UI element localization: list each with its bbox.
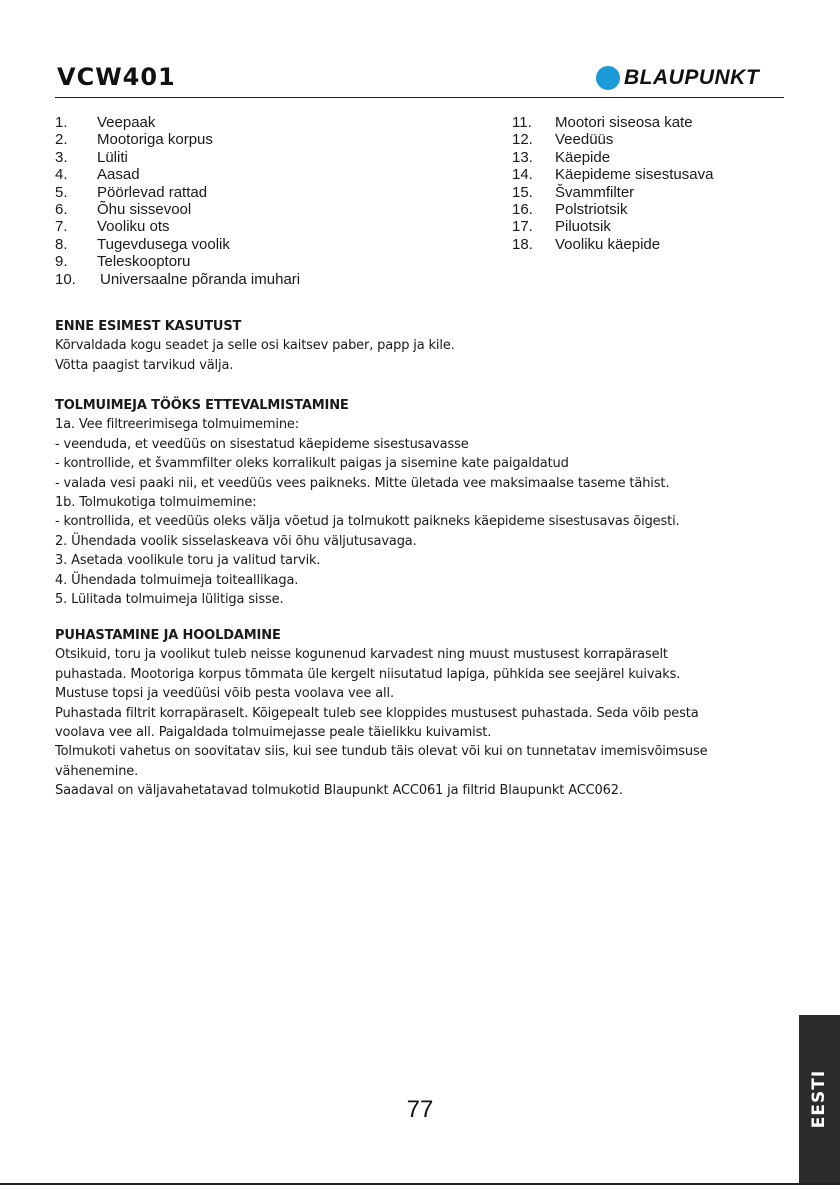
part-number: 14. xyxy=(512,166,533,184)
part-number: 7. xyxy=(55,218,68,236)
paragraph-line: 3. Asetada voolikule toru ja valitud tarvik. xyxy=(55,553,321,569)
part-label: Käepide xyxy=(555,148,611,166)
part-item xyxy=(512,114,713,131)
paragraph-line: - valada vesi paaki nii, et veedüüs vees paikneks. Mitte ületada vee maksimaalse taseme tähist. xyxy=(55,475,670,491)
paragraph-line: - kontrollide, et švammfilter oleks korralikult paigas ja sisemine kate paigaldatud xyxy=(55,456,569,472)
part-label: Käepideme sisestusava xyxy=(555,166,714,184)
part-number: 4. xyxy=(55,166,68,184)
paragraph-line: 5. Lülitada tolmuimeja lülitiga sisse. xyxy=(55,592,284,608)
part-label: Veedüüs xyxy=(555,131,614,149)
page-number: 77 xyxy=(406,1096,434,1123)
part-number: 11. xyxy=(512,114,532,131)
paragraph-line: 1b. Tolmukotiga tolmuimemine: xyxy=(55,495,257,511)
part-label: Universaalne põranda imuhari xyxy=(100,270,301,288)
part-number: 3. xyxy=(55,148,68,166)
model-name: VCW401 xyxy=(57,63,176,91)
section-preparation xyxy=(55,396,790,609)
brand-logo xyxy=(596,66,759,90)
part-label: Vooliku käepide xyxy=(555,235,661,253)
part-item xyxy=(512,184,713,201)
paragraph-line: vähenemine. xyxy=(55,763,139,779)
paragraph-line: Otsikuid, toru ja voolikut tuleb neisse kogunenud karvadest ning muust mustusest korrapäraselt xyxy=(55,647,668,663)
paragraph-line: Mustuse topsi ja veedüüsi võib pesta voolava vee all. xyxy=(55,686,394,702)
part-item xyxy=(55,271,300,288)
bottom-divider xyxy=(0,1183,840,1185)
part-label: Mootori siseosa kate xyxy=(555,114,693,131)
part-item xyxy=(55,149,300,166)
paragraph-line: puhastada. Mootoriga korpus tõmmata üle kergelt niisutatud lapiga, pühkida see seejärel kuivaks. xyxy=(55,666,681,682)
part-number: 13. xyxy=(512,148,533,166)
part-item xyxy=(55,131,300,148)
brand-dot-icon xyxy=(596,66,620,90)
paragraph-line: - veenduda, et veedüüs on sisestatud käepideme sisestusavasse xyxy=(55,436,469,452)
language-label: EESTI xyxy=(809,1069,830,1129)
part-item xyxy=(512,149,713,166)
part-label: Teleskooptoru xyxy=(97,253,191,271)
paragraph-line: Tolmukoti vahetus on soovitatav siis, kui see tundub täis olevat või kui on tunnetatav imemisvõimsuse xyxy=(55,744,708,760)
part-item xyxy=(512,218,713,235)
part-item xyxy=(55,114,300,131)
part-item xyxy=(55,236,300,253)
part-item xyxy=(512,201,713,218)
paragraph-line: 1a. Vee filtreerimisega tolmuimemine: xyxy=(55,417,300,433)
header-divider xyxy=(55,97,784,98)
part-number: 17. xyxy=(512,218,533,236)
section-heading: PUHASTAMINE JA HOOLDAMINE xyxy=(55,628,281,643)
part-item xyxy=(512,166,713,183)
part-number: 15. xyxy=(512,183,533,201)
part-number: 2. xyxy=(55,131,68,149)
part-label: Õhu sissevool xyxy=(97,201,192,219)
paragraph-line: Saadaval on väljavahetatavad tolmukotid Blaupunkt ACC061 ja filtrid Blaupunkt ACC062. xyxy=(55,783,623,799)
paragraph-line: Võtta paagist tarvikud välja. xyxy=(55,357,234,373)
part-item xyxy=(55,166,300,183)
paragraph-line: 4. Ühendada tolmuimeja toiteallikaga. xyxy=(55,572,299,588)
parts-list-left xyxy=(55,114,300,288)
part-label: Lüliti xyxy=(97,148,128,166)
part-label: Vooliku ots xyxy=(97,218,170,236)
part-number: 5. xyxy=(55,183,68,201)
part-label: Švammfilter xyxy=(555,183,635,201)
part-item xyxy=(55,253,300,270)
part-number: 18. xyxy=(512,235,533,253)
part-number: 1. xyxy=(55,114,68,131)
part-label: Tugevdusega voolik xyxy=(97,235,230,253)
part-label: Aasad xyxy=(97,166,140,184)
section-heading: TOLMUIMEJA TÖÖKS ETTEVALMISTAMINE xyxy=(55,398,349,413)
brand-name: BLAUPUNKT xyxy=(624,66,760,89)
part-label: Veepaak xyxy=(97,114,156,131)
part-item xyxy=(512,236,713,253)
parts-list-right xyxy=(512,114,713,253)
part-label: Pöörlevad rattad xyxy=(97,183,208,201)
paragraph-line: - kontrollida, et veedüüs oleks välja võetud ja tolmukott paikneks käepideme sisestusavas õigesti. xyxy=(55,514,680,530)
part-item xyxy=(55,184,300,201)
part-number: 8. xyxy=(55,235,68,253)
part-item xyxy=(512,131,713,148)
part-number: 16. xyxy=(512,201,533,219)
section-heading: ENNE ESIMEST KASUTUST xyxy=(55,319,242,334)
part-label: Mootoriga korpus xyxy=(97,131,213,149)
part-label: Piluotsik xyxy=(555,218,611,236)
part-label: Polstriotsik xyxy=(555,201,628,219)
paragraph-line: Kõrvaldada kogu seadet ja selle osi kaitsev paber, papp ja kile. xyxy=(55,338,455,354)
part-number: 10. xyxy=(55,270,76,288)
section-cleaning xyxy=(55,626,790,801)
paragraph-line: Puhastada filtrit korrapäraselt. Kõigepealt tuleb see kloppides mustusest puhastada. Seda võib pesta xyxy=(55,705,699,721)
part-item xyxy=(55,218,300,235)
paragraph-line: voolava vee all. Paigaldada tolmuimejasse peale täielikku kuivamist. xyxy=(55,725,492,741)
part-number: 6. xyxy=(55,201,68,219)
section-before-first-use xyxy=(55,317,790,375)
part-item xyxy=(55,201,300,218)
part-number: 9. xyxy=(55,253,68,271)
part-number: 12. xyxy=(512,131,533,149)
language-tab xyxy=(799,1015,840,1183)
paragraph-line: 2. Ühendada voolik sisselaskeava või õhu väljutusavaga. xyxy=(55,533,417,549)
